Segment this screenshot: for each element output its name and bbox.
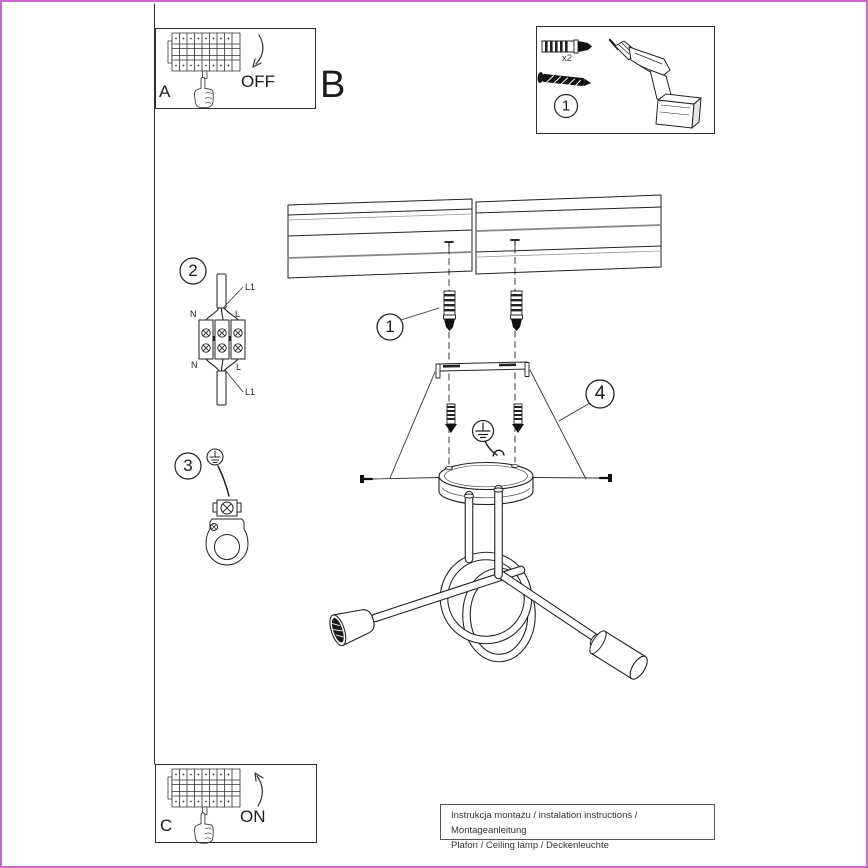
tools-step-number: 1 bbox=[561, 97, 571, 115]
wire-label-l-bottom: L bbox=[236, 362, 242, 372]
anchor-quantity-label: x2 bbox=[562, 53, 573, 64]
callout-2: 2 bbox=[188, 261, 198, 280]
canopy bbox=[439, 463, 533, 505]
callout-4: 4 bbox=[594, 383, 606, 404]
lamp-socket-right bbox=[585, 627, 651, 681]
diagram-art bbox=[2, 2, 868, 868]
wire-label-n-bottom: N bbox=[191, 360, 198, 370]
ground-symbol-icon bbox=[207, 449, 223, 465]
ceiling-planks bbox=[288, 195, 661, 278]
ground-wire bbox=[218, 466, 229, 496]
tools-box bbox=[536, 26, 715, 134]
panel-c-box bbox=[155, 764, 317, 843]
panel-b-label: B bbox=[320, 64, 346, 106]
cable-top bbox=[217, 274, 226, 308]
wall-anchor-icon bbox=[444, 291, 456, 331]
cable-bottom bbox=[217, 371, 226, 405]
lamp-tubes bbox=[375, 488, 600, 658]
mounting-plate bbox=[206, 519, 248, 565]
terminal-block bbox=[199, 320, 245, 359]
callout-3: 3 bbox=[183, 456, 193, 475]
wire-label-l1-bottom: L1 bbox=[245, 387, 256, 397]
side-screw-icon bbox=[360, 475, 372, 483]
wire-label-l1-top: L1 bbox=[245, 282, 256, 292]
footer-title-box bbox=[440, 804, 715, 851]
footer-line-2: Plafon / Ceiling lamp / Deckenleuchte bbox=[451, 840, 609, 851]
mounting-screw-icon bbox=[445, 404, 457, 433]
callout-1: 1 bbox=[385, 317, 395, 336]
wall-anchor-icon bbox=[511, 291, 523, 331]
step-4-callout bbox=[559, 380, 614, 421]
panel-a-box bbox=[155, 28, 316, 109]
off-label: OFF bbox=[241, 72, 275, 91]
ground-clamp bbox=[213, 500, 241, 516]
footer-line-1: Instrukcja montażu / instalation instructions / Montageanleitung bbox=[451, 810, 638, 836]
mounting-screw-icon bbox=[512, 404, 524, 433]
wire-label-n-top: N bbox=[190, 309, 197, 319]
panel-c-label: C bbox=[160, 816, 173, 835]
panel-a-label: A bbox=[159, 82, 171, 101]
on-label: ON bbox=[240, 807, 266, 826]
wire-label-l-top: L bbox=[235, 309, 241, 319]
lamp-socket-left bbox=[327, 604, 378, 648]
ground-symbol-icon bbox=[473, 421, 505, 457]
side-screw-icon bbox=[600, 474, 612, 482]
